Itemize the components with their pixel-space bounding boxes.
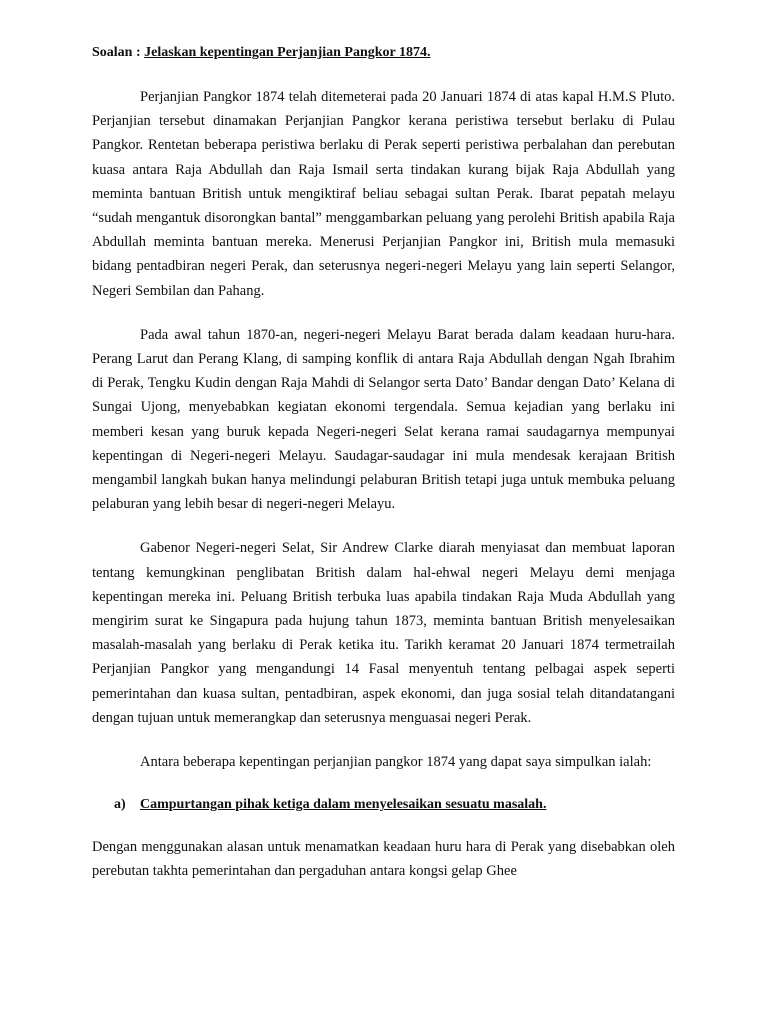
question-label: Soalan : [92,45,145,60]
document-page [92,0,675,884]
subheading-text: Campurtangan pihak ketiga dalam menyelesaikan sesuatu masalah. [140,797,547,813]
paragraph-point-a: Dengan menggunakan alasan untuk menamatkan keadaan huru hara di Perak yang disebabkan oleh perebutan takhta pemerintahan dan pergaduhan antara kongsi gelap Ghee [92,839,675,880]
question-heading [92,41,675,65]
paragraph-background: Pada awal tahun 1870-an, negeri-negeri Melayu Barat berada dalam keadaan huru-hara. Perang Larut dan Perang Klang, di samping konflik di antara Raja Abdullah dengan Ngah Ibrahim di Perak, Tengku Kudin dengan Raja Mahdi di Selangor serta Dato’ Bandar dengan Dato’ Kelana di Sungai Ujong, menyebabkan kegiatan ekonomi tergendala. Semua kejadian yang berlaku ini memberi kesan yang buruk kepada Negeri-negeri Selat kerana ramai saudagarnya mempunyai kepentingan di Negeri-negeri Melayu. Saudagar-saudagar ini mula mendesak kerajaan British mengambil langkah bukan hanya melindungi pelaburan British tetapi juga untuk membuka peluang pelaburan yang lebih besar di negeri-negeri Melayu. [92,326,675,513]
subheading-a [92,793,675,817]
paragraph-introduction: Perjanjian Pangkor 1874 telah ditemeterai pada 20 Januari 1874 di atas kapal H.M.S Pluto. Perjanjian tersebut dinamakan Perjanjian Pangkor kerana peristiwa tersebut berlaku di Pulau Pangkor. Rentetan beberapa peristiwa berlaku di Perak seperti peristiwa perbalahan dan perebutan kuasa antara Raja Abdullah dan Raja Ismail serta tindakan kurang bijak Raja Abdullah yang meminta bantuan British untuk mengiktiraf beliau sebagai sultan Perak. Ibarat pepatah melayu “sudah mengantuk disorongkan bantal” menggambarkan peluang yang perolehi British apabila Raja Abdullah meminta bantuan mereka. Menerusi Perjanjian Pangkor ini, British mula memasuki bidang pentadbiran negeri Perak, dan seterusnya negeri-negeri Melayu yang lain seperti Selangor, Negeri Sembilan dan Pahang. [92,89,675,299]
paragraph-summary-intro: Antara beberapa kepentingan perjanjian pangkor 1874 yang dapat saya simpulkan ialah: [140,754,652,771]
paragraph-andrew-clarke: Gabenor Negeri-negeri Selat, Sir Andrew Clarke diarah menyiasat dan membuat laporan tentang kemungkinan penglibatan British dalam hal-ehwal negeri Melayu demi menjaga kepentingan mereka ini. Peluang British terbuka luas apabila tindakan Raja Muda Abdullah yang mengirim surat ke Singapura pada hujung tahun 1873, meminta bantuan British menyelesaikan masalah-masalah yang berlaku di Perak ketika itu. Tarikh keramat 20 Januari 1874 termetrailah Perjanjian Pangkor yang mengandungi 14 Fasal menyentuh tentang pelbagai aspek seperti pemerintahan dan kuasa sultan, pentadbiran, aspek ekonomi, dan juga sosial telah ditandatangani dengan tujuan untuk memerangkap dan seterusnya menguasai negeri Perak. [92,540,675,726]
question-text: Jelaskan kepentingan Perjanjian Pangkor 1874. [144,45,431,60]
subheading-marker: a) [114,797,126,813]
